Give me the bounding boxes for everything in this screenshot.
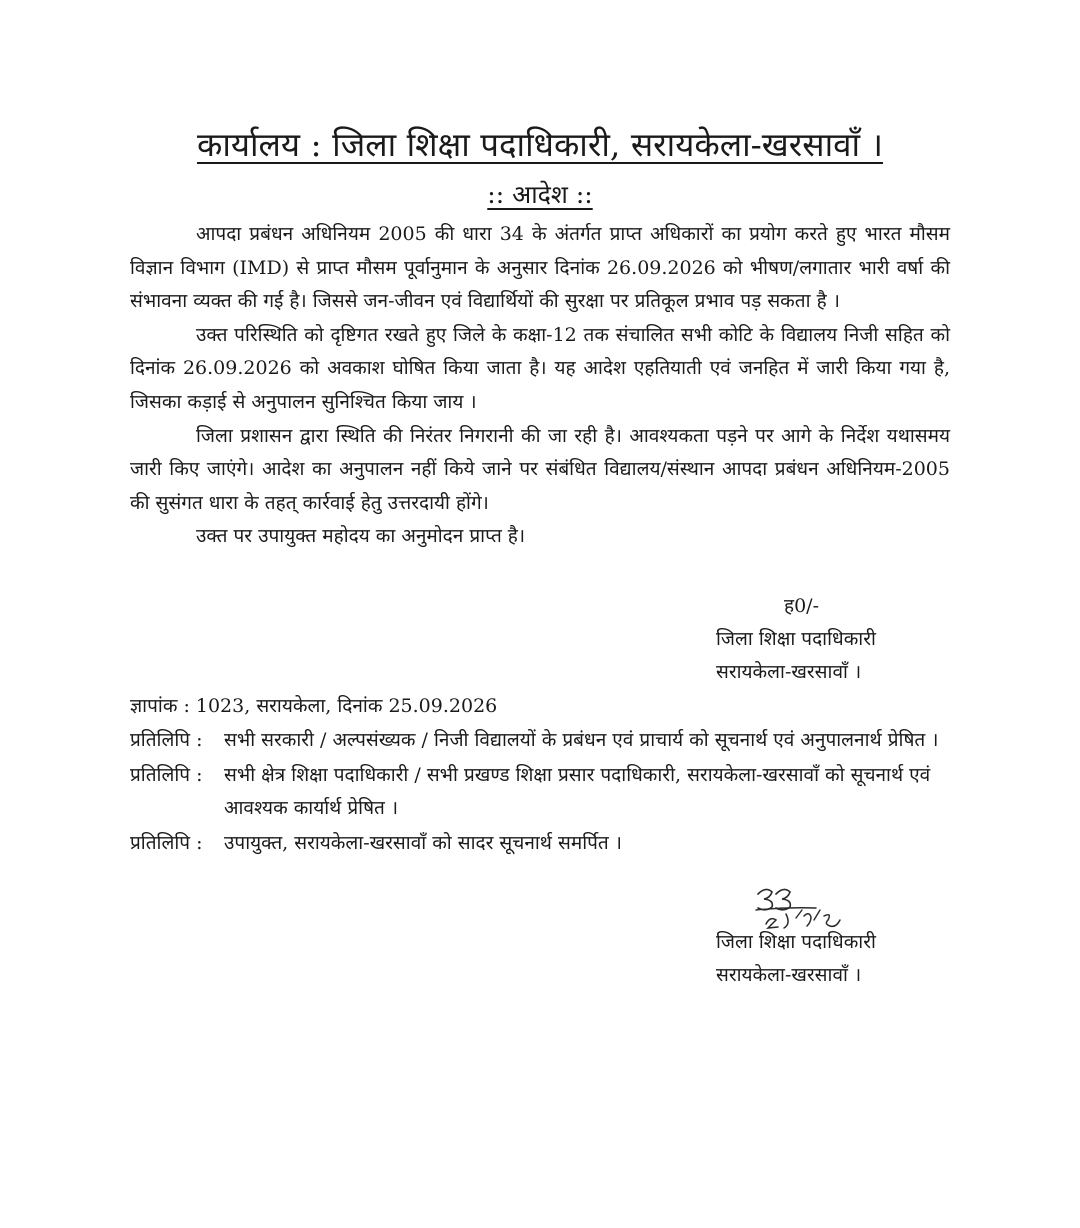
copy-item	[130, 724, 960, 757]
body-paragraph: उक्त परिस्थिति को दृष्टिगत रखते हुए जिले के कक्षा-12 तक संचालित सभी कोटि के विद्यालय निजी सहित को दिनांक 26.09.2026 को अवकाश घोषित किया जाता है। यह आदेश एहतियाती एवं जनहित में जारी किया गया है, जिसका कड़ाई से अनुपालन सुनिश्चित किया जाय ।	[130, 323, 950, 413]
copy-list	[130, 724, 960, 862]
signatory-designation: जिला शिक्षा पदाधिकारी	[716, 628, 876, 650]
copy-text: सभी क्षेत्र शिक्षा पदाधिकारी / सभी प्रखण्ड शिक्षा प्रसार पदाधिकारी, सरायकेला-खरसावाँ को सूचनार्थ एवं आवश्यक कार्यार्थ प्रेषित ।	[224, 764, 931, 819]
signatory-designation: जिला शिक्षा पदाधिकारी	[716, 931, 876, 953]
copy-label: प्रतिलिपि :	[130, 764, 203, 786]
body-paragraph: उक्त पर उपायुक्त महोदय का अनुमोदन प्राप्त है।	[196, 525, 526, 548]
office-title: कार्यालय : जिला शिक्षा पदाधिकारी, सरायकेला-खरसावाँ ।	[196, 125, 884, 164]
signed-mark: ह0/-	[784, 595, 819, 617]
handwritten-signature	[752, 880, 882, 932]
body-paragraph: आपदा प्रबंधन अधिनियम 2005 की धारा 34 के अंतर्गत प्राप्त अधिकारों का प्रयोग करते हुए भारत मौसम विज्ञान विभाग (IMD) से प्राप्त मौसम पूर्वानुमान के अनुसार दिनांक 26.09.2026 को भीषण/लगातार भारी वर्षा की संभावना व्यक्त की गई है। जिससे जन-जीवन एवं विद्यार्थियों की सुरक्षा पर प्रतिकूल प्रभाव पड़ सकता है ।	[130, 223, 950, 313]
copy-text: सभी सरकारी / अल्पसंख्यक / निजी विद्यालयों के प्रबंधन एवं प्राचार्य को सूचनार्थ एवं अनुपालनार्थ प्रेषित ।	[224, 729, 939, 751]
signatory-location: सरायकेला-खरसावाँ ।	[716, 964, 862, 986]
copy-item	[130, 827, 960, 860]
order-heading: :: आदेश ::	[487, 180, 593, 209]
copy-text: उपायुक्त, सरायकेला-खरसावाँ को सादर सूचनार्थ समर्पित ।	[224, 832, 622, 854]
signatory-location: सरायकेला-खरसावाँ ।	[716, 661, 862, 683]
copy-label: प्रतिलिपि :	[130, 832, 203, 854]
order-body	[130, 218, 950, 554]
copy-label: प्रतिलिपि :	[130, 729, 203, 751]
copy-item	[130, 759, 960, 825]
body-paragraph: जिला प्रशासन द्वारा स्थिति की निरंतर निगरानी की जा रही है। आवश्यकता पड़ने पर आगे के निर्देश यथासमय जारी किए जाएंगे। आदेश का अनुपालन नहीं किये जाने पर संबंधित विद्यालय/संस्थान आपदा प्रबंधन अधिनियम-2005 की सुसंगत धारा के तहत् कार्रवाई हेतु उत्तरदायी होंगे।	[130, 424, 950, 514]
memo-number-line: ज्ञापांक : 1023, सरायकेला, दिनांक 25.09.2026	[130, 695, 498, 717]
